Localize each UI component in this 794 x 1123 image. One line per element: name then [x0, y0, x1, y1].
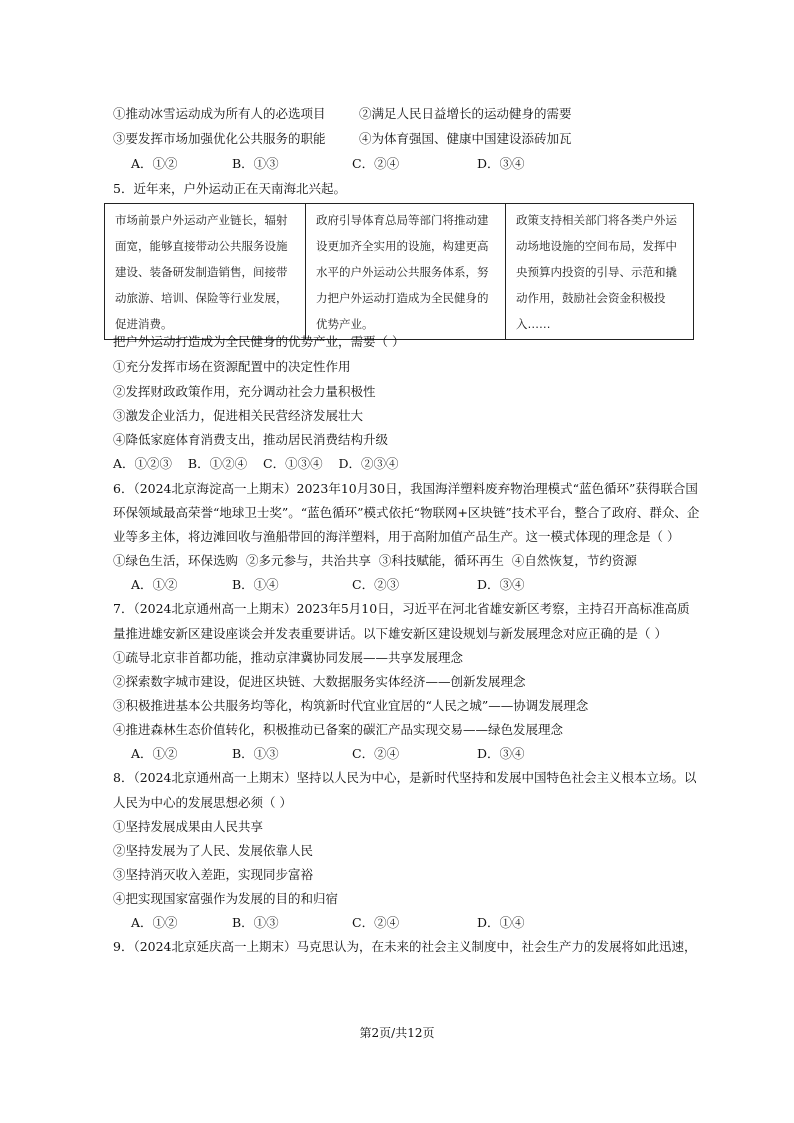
q7-statement-2: ②探索数字城市建设，促进区块链、大数据服务实体经济——创新发展理念 — [113, 674, 526, 689]
q7-option-d: D．③④ — [477, 746, 525, 761]
q7-option-c: C．②④ — [352, 746, 400, 761]
q6-stem-line-1: 6．（2024北京海淀高一上期末）2023年10月30日，我国海洋塑料废弃物治理模式“蓝色循环”获得联合国 — [113, 481, 698, 496]
q8-option-a: A．①② — [131, 915, 178, 930]
q4-option-c: C．②④ — [352, 156, 400, 171]
q7-statement-1: ①疏导北京非首都功能，推动京津冀协同发展——共享发展理念 — [113, 650, 464, 665]
q4-statement-3: ③要发挥市场加强优化公共服务的职能 — [113, 131, 326, 146]
q6-statements: ①绿色生活，环保选购 ②多元参与，共治共享 ③科技赋能，循环再生 ④自然恢复，节约资源 — [113, 553, 637, 568]
q5-statement-3: ③激发企业活力，促进相关民营经济发展壮大 — [113, 408, 364, 423]
q6-option-a: A．①② — [131, 577, 178, 592]
q6-option-d: D．③④ — [477, 577, 525, 592]
q7-options — [131, 745, 557, 763]
q8-stem-line-2: 人民为中心的发展思想必须（ ） — [113, 795, 292, 810]
q4-options — [131, 155, 557, 173]
q5-box-policy — [506, 204, 694, 340]
q6-stem-line-3: 业等多主体，将边滩回收与渔船带回的海洋塑料，用于高附加值产品生产。这一模式体现的理念是（ ） — [113, 529, 680, 544]
q5-box-government-text: 政府引导体育总局等部门将推动建设更加齐全实用的设施，构建更高水平的户外运动公共服务体系，努力把户外运动打造成为全民健身的优势产业。 — [316, 213, 489, 331]
q7-stem-line-2: 量推进雄安新区建设座谈会并发表重要讲话。以下雄安新区建设规划与新发展理念对应正确的是（ ） — [113, 626, 667, 641]
q8-option-b: B．①③ — [232, 915, 279, 930]
q5-box-government — [306, 204, 506, 340]
q5-statement-4: ④降低家庭体育消费支出，推动居民消费结构升级 — [113, 432, 389, 447]
q7-option-b: B．①③ — [232, 746, 279, 761]
q8-statement-4: ④把实现国家富强作为发展的目的和归宿 — [113, 891, 339, 906]
q5-box-market — [105, 204, 306, 340]
q7-statement-4: ④推进森林生态价值转化，积极推动已备案的碳汇产品实现交易——绿色发展理念 — [113, 722, 564, 737]
q5-material-table — [104, 203, 694, 340]
page-number-footer: 第2页/共12页 — [359, 1026, 435, 1040]
q6-options — [131, 576, 557, 594]
q5-options: A．①②③ B．①②④ C．①③④ D．②③④ — [113, 456, 399, 471]
q8-statement-1: ①坚持发展成果由人民共享 — [113, 819, 264, 834]
q5-box-market-text: 市场前景户外运动产业链长，辐射面宽，能够直接带动公共服务设施建设、装备研发制造销售，间接带动旅游、培训、保险等行业发展，促进消费。 — [115, 213, 288, 331]
q8-stem-line-1: 8．（2024北京通州高一上期末）坚持以人民为中心，是新时代坚持和发展中国特色社会主义根本立场。以 — [113, 770, 697, 785]
q4-option-d: D．③④ — [477, 156, 525, 171]
q5-stem: 5．近年来，户外运动正在天南海北兴起。 — [113, 181, 346, 196]
q9-stem-line-1: 9．（2024北京延庆高一上期末）马克思认为，在未来的社会主义制度中，社会生产力的发展将如此迅速， — [113, 939, 697, 954]
q8-option-d: D．①④ — [477, 915, 525, 930]
q4-statements-row-1 — [113, 105, 572, 123]
q8-statement-3: ③坚持消灭收入差距，实现同步富裕 — [113, 867, 314, 882]
q4-option-b: B．①③ — [232, 156, 279, 171]
q6-option-c: C．②③ — [352, 577, 400, 592]
q7-statement-3: ③积极推进基本公共服务均等化，构筑新时代宜业宜居的“人民之城”——协调发展理念 — [113, 698, 589, 713]
q7-stem-line-1: 7．（2024北京通州高一上期末）2023年5月10日，习近平在河北省雄安新区考察，主持召开高标准高质 — [113, 601, 690, 616]
q8-options — [131, 914, 557, 932]
q6-stem-line-2: 环保领域最高荣誉“地球卫士奖”。“蓝色循环”模式依托“物联网+区块链”技术平台，整合了政府、群众、企 — [113, 505, 700, 520]
q4-option-a: A．①② — [131, 156, 178, 171]
q5-statement-2: ②发挥财政政策作用，充分调动社会力量积极性 — [113, 384, 376, 399]
q5-box-policy-text: 政策支持相关部门将各类户外运动场地设施的空间布局，发挥中央预算内投资的引导、示范和撬动作用，鼓励社会资金积极投入…… — [516, 213, 677, 331]
q5-question: 把户外运动打造成为全民健身的优势产业，需要（ ） — [113, 334, 405, 349]
q8-statement-2: ②坚持发展为了人民、发展依靠人民 — [113, 843, 314, 858]
q4-statement-1: ①推动冰雪运动成为所有人的必选项目 — [113, 106, 326, 121]
q4-statement-2: ②满足人民日益增长的运动健身的需要 — [359, 106, 572, 121]
q7-option-a: A．①② — [131, 746, 178, 761]
q4-statements-row-2 — [113, 130, 572, 148]
q5-statement-1: ①充分发挥市场在资源配置中的决定性作用 — [113, 359, 351, 374]
q6-option-b: B．①④ — [232, 577, 279, 592]
q8-option-c: C．②④ — [352, 915, 400, 930]
q4-statement-4: ④为体育强国、健康中国建设添砖加瓦 — [359, 131, 572, 146]
